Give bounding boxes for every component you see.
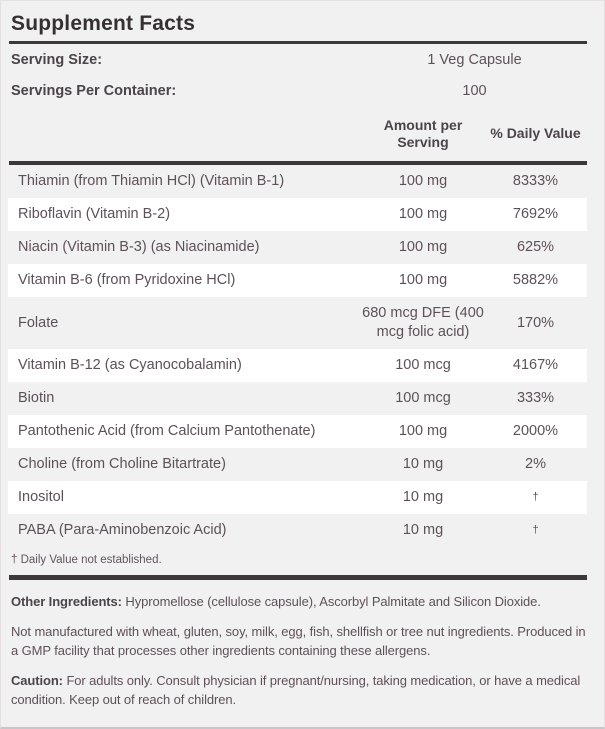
nutrient-name: Vitamin B-12 (as Cyanocobalamin) [18,357,242,373]
nutrient-amount: 10 mg [402,522,444,538]
nutrient-row [8,514,587,547]
nutrient-amount: 10 mg [402,489,444,505]
nutrient-row [8,448,587,481]
nutrient-amount: 100 mcg [395,390,451,406]
nutrient-row [8,415,587,448]
nutrient-daily-value: 8333% [512,173,559,189]
other-ingredients-text: Hypromellose (cellulose capsule), Ascorbyl Palmitate and Silicon Dioxide. [125,594,541,609]
nutrient-row [8,231,587,264]
nutrient-name: Folate [18,314,59,331]
nutrient-daily-value: 625% [516,239,555,255]
nutrient-name: Thiamin (from Thiamin HCl) (Vitamin B-1) [18,173,285,189]
nutrient-amount: 100 mcg [395,357,451,373]
nutrient-name: PABA (Para-Aminobenzoic Acid) [18,522,227,538]
nutrient-daily-value: 2000% [512,423,559,439]
nutrient-name: Niacin (Vitamin B-3) (as Niacinamide) [18,239,260,255]
column-header-daily-value: % Daily Value [490,125,581,141]
caution-paragraph [11,671,587,710]
table-header-row [8,106,587,161]
page-title: Supplement Facts [11,12,196,35]
nutrient-daily-value: 4167% [512,357,559,373]
nutrient-row [8,382,587,415]
nutrient-daily-value: 7692% [512,206,559,222]
nutrient-row [8,481,587,514]
serving-size-label: Serving Size: [11,51,103,68]
column-header-amount: Amount per Serving [383,116,463,150]
daily-value-footnote: † Daily Value not established. [11,554,162,566]
nutrient-table [8,165,587,547]
nutrient-amount: 100 mg [398,239,448,255]
nutrient-daily-value: † [532,491,539,503]
nutrient-name: Inositol [18,489,64,505]
serving-size-value: 1 Veg Capsule [427,51,522,68]
caution-text: For adults only. Consult physician if pregnant/nursing, taking medication, or have a medical condition. Keep out of reach of children. [11,672,581,707]
nutrient-name: Biotin [18,390,55,406]
nutrient-name: Pantothenic Acid (from Calcium Pantothenate) [18,423,316,439]
nutrient-amount: 100 mg [398,423,448,439]
nutrient-name: Vitamin B-6 (from Pyridoxine HCl) [18,272,236,288]
nutrient-name: Choline (from Choline Bitartrate) [18,456,226,472]
caution-label: Caution: [11,672,63,688]
nutrient-daily-value: † [532,524,539,536]
nutrient-amount: 100 mg [398,206,448,222]
other-ingredients-paragraph [11,592,587,612]
serving-size-row [8,44,587,75]
nutrient-amount: 680 mcg DFE (400 mcg folic acid) [362,305,484,340]
nutrient-row [8,349,587,382]
nutrient-amount: 100 mg [398,272,448,288]
allergen-statement: Not manufactured with wheat, gluten, soy, milk, egg, fish, shellfish or tree nut ingredients. Produced in a GMP facility that processes other ingredients containing these allergens. [11,623,586,658]
nutrient-amount: 10 mg [402,456,444,472]
nutrient-daily-value: 2% [525,456,546,472]
supplement-facts-panel [1,1,604,710]
servings-per-container-row [8,75,587,106]
nutrient-row [8,198,587,231]
nutrient-name: Riboflavin (Vitamin B-2) [18,206,171,222]
nutrient-daily-value: 333% [516,390,555,406]
footer-divider [9,575,587,580]
servings-per-container-value: 100 [462,82,487,99]
other-ingredients-label: Other Ingredients: [11,594,122,609]
nutrient-daily-value: 5882% [512,272,559,288]
nutrient-daily-value: 170% [516,314,555,331]
nutrient-row [8,165,587,198]
nutrient-amount: 100 mg [398,173,448,189]
servings-per-container-label: Servings Per Container: [11,82,177,99]
nutrient-row [8,297,587,349]
nutrient-row [8,264,587,297]
